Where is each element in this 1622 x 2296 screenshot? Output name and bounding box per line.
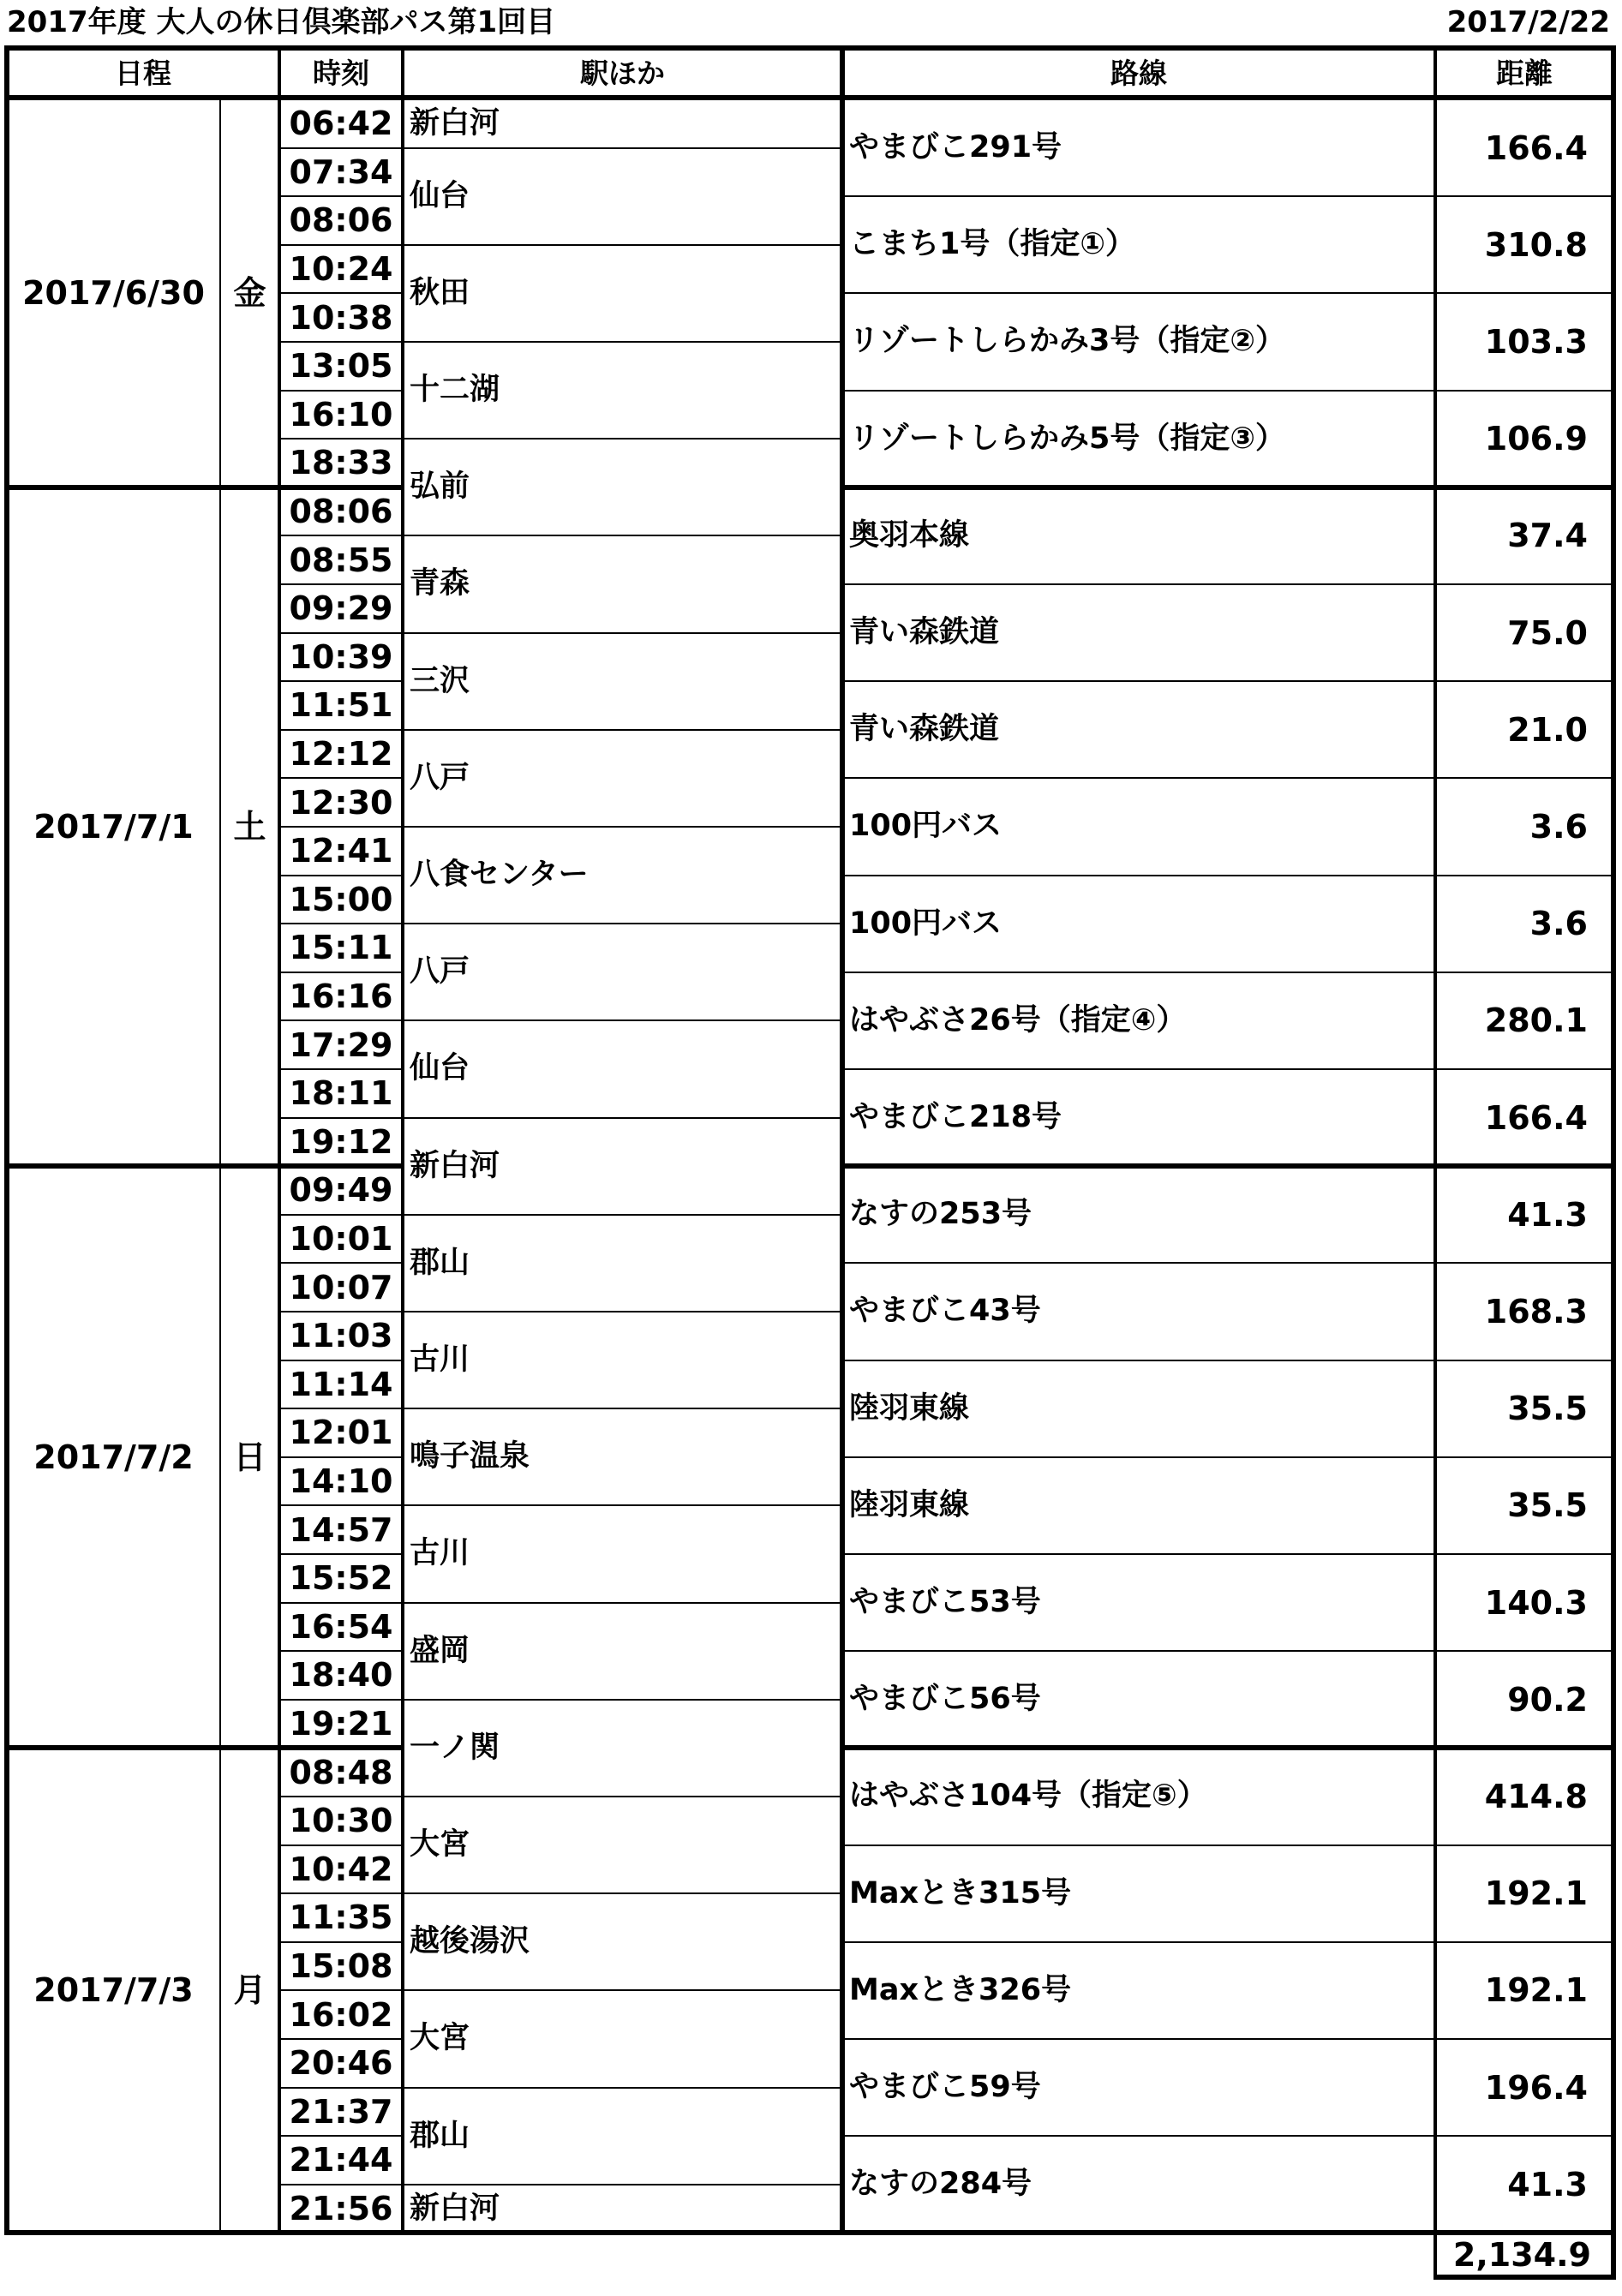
- header-separator: [7, 95, 1613, 100]
- time-cell: 21:44: [289, 2141, 393, 2179]
- route-cell: やまびこ59号: [849, 2070, 1041, 2105]
- station-cell: 盛岡: [410, 1633, 470, 1668]
- distance-cell: 37.4: [1507, 517, 1588, 555]
- time-cell: 09:49: [289, 1171, 393, 1210]
- distance-cell: 192.1: [1484, 1971, 1588, 2010]
- distance-cell: 192.1: [1484, 1874, 1588, 1913]
- distance-cell: 3.6: [1529, 905, 1588, 943]
- time-cell: 16:02: [289, 1995, 393, 2034]
- time-row-line: [279, 729, 403, 731]
- day-date: 2017/7/1: [33, 807, 194, 846]
- time-row-line: [279, 923, 403, 924]
- time-cell: 15:11: [289, 929, 393, 967]
- time-cell: 15:52: [289, 1559, 393, 1598]
- time-row-line: [279, 2038, 403, 2040]
- day-weekday: 日: [233, 1438, 266, 1476]
- route-row-line: [842, 292, 1613, 294]
- time-row-line: [279, 1214, 403, 1216]
- route-cell: はやぶさ26号（指定④）: [849, 1002, 1187, 1037]
- time-cell: 11:35: [289, 1898, 393, 1937]
- route-cell: 100円バス: [849, 809, 1003, 844]
- time-cell: 10:38: [289, 298, 393, 337]
- time-cell: 14:10: [289, 1462, 393, 1501]
- station-cell: 大宮: [410, 2021, 470, 2056]
- station-cell: 十二湖: [410, 373, 500, 408]
- time-row-line: [279, 632, 403, 634]
- time-row-line: [279, 2135, 403, 2137]
- time-cell: 19:21: [289, 1705, 393, 1743]
- distance-cell: 103.3: [1484, 322, 1588, 361]
- distance-cell: 280.1: [1484, 1002, 1588, 1040]
- station-row-line: [403, 1019, 842, 1021]
- time-cell: 10:30: [289, 1802, 393, 1840]
- time-row-line: [279, 438, 403, 439]
- distance-cell: 168.3: [1484, 1292, 1588, 1330]
- day-separator: [842, 1745, 1613, 1750]
- route-row-line: [842, 1360, 1613, 1361]
- time-row-line: [279, 1117, 403, 1119]
- time-row-line: [279, 1941, 403, 1943]
- time-row-line: [279, 1796, 403, 1797]
- distance-cell: 90.2: [1507, 1680, 1588, 1719]
- time-cell: 15:08: [289, 1947, 393, 1986]
- time-cell: 20:46: [289, 2044, 393, 2083]
- divider-station: [401, 48, 404, 2233]
- time-cell: 14:57: [289, 1510, 393, 1549]
- route-cell: 陸羽東線: [849, 1390, 970, 1426]
- distance-cell: 35.5: [1507, 1390, 1588, 1428]
- route-cell: やまびこ56号: [849, 1682, 1041, 1717]
- time-row-line: [279, 1892, 403, 1894]
- route-row-line: [842, 195, 1613, 197]
- time-cell: 11:51: [289, 686, 393, 725]
- route-row-line: [842, 390, 1613, 392]
- time-row-line: [279, 777, 403, 779]
- distance-cell: 3.6: [1529, 807, 1588, 846]
- time-row-line: [279, 1845, 403, 1846]
- station-row-line: [403, 147, 842, 149]
- time-cell: 10:39: [289, 637, 393, 676]
- time-row-line: [279, 195, 403, 197]
- day-separator: [7, 1163, 403, 1169]
- table-border-bottom: [4, 2230, 1616, 2235]
- route-cell: なすの284号: [849, 2167, 1032, 2202]
- route-row-line: [842, 680, 1613, 682]
- route-cell: 陸羽東線: [849, 1487, 970, 1522]
- station-cell: 仙台: [410, 178, 470, 213]
- day-weekday: 金: [233, 274, 266, 313]
- distance-cell: 106.9: [1484, 420, 1588, 458]
- route-row-line: [842, 972, 1613, 973]
- time-cell: 08:48: [289, 1753, 393, 1791]
- station-row-line: [403, 2184, 842, 2185]
- time-row-line: [279, 1408, 403, 1409]
- time-row-line: [279, 972, 403, 973]
- time-row-line: [279, 2087, 403, 2089]
- time-row-line: [279, 1602, 403, 1604]
- station-row-line: [403, 729, 842, 731]
- time-row-line: [279, 292, 403, 294]
- time-cell: 10:42: [289, 1850, 393, 1888]
- distance-cell: 41.3: [1507, 2165, 1588, 2203]
- day-separator: [7, 1745, 403, 1750]
- time-cell: 16:16: [289, 978, 393, 1016]
- time-cell: 11:03: [289, 1317, 393, 1355]
- column-header-schedule: 日程: [115, 56, 171, 90]
- station-cell: 弘前: [410, 469, 470, 505]
- time-cell: 11:14: [289, 1365, 393, 1403]
- divider-time: [278, 48, 281, 2233]
- station-cell: 新白河: [410, 105, 500, 141]
- time-row-line: [279, 535, 403, 536]
- station-row-line: [403, 341, 842, 343]
- route-cell: やまびこ53号: [849, 1585, 1041, 1620]
- time-cell: 19:12: [289, 1122, 393, 1161]
- time-row-line: [279, 341, 403, 343]
- column-header-time: 時刻: [313, 56, 369, 90]
- station-cell: 青森: [410, 566, 470, 601]
- day-date: 2017/7/3: [33, 1971, 194, 2010]
- time-cell: 16:54: [289, 1607, 393, 1646]
- station-cell: 八戸: [410, 954, 470, 990]
- divider-route: [840, 48, 845, 2233]
- time-cell: 18:11: [289, 1074, 393, 1113]
- time-row-line: [279, 390, 403, 392]
- total-distance: 2,134.9: [1452, 2236, 1591, 2275]
- day-separator: [842, 1163, 1613, 1169]
- time-cell: 06:42: [289, 105, 393, 143]
- station-row-line: [403, 535, 842, 536]
- route-cell: リゾートしらかみ3号（指定②）: [849, 324, 1285, 359]
- station-cell: 仙台: [410, 1051, 470, 1086]
- route-row-line: [842, 1650, 1613, 1652]
- station-cell: 秋田: [410, 275, 470, 310]
- time-row-line: [279, 680, 403, 682]
- table-border-top: [4, 45, 1616, 51]
- time-cell: 08:06: [289, 493, 393, 531]
- distance-cell: 21.0: [1507, 710, 1588, 749]
- day-weekday: 土: [233, 807, 266, 846]
- distance-cell: 35.5: [1507, 1486, 1588, 1525]
- time-row-line: [279, 1456, 403, 1458]
- station-row-line: [403, 923, 842, 924]
- time-cell: 18:33: [289, 444, 393, 482]
- station-cell: 越後湯沢: [410, 1924, 530, 1959]
- station-row-line: [403, 1796, 842, 1797]
- time-row-line: [279, 583, 403, 585]
- route-cell: 青い森鉄道: [849, 712, 1000, 747]
- station-row-line: [403, 1214, 842, 1216]
- time-row-line: [279, 1311, 403, 1312]
- document-date: 2017/2/22: [1446, 5, 1610, 39]
- station-row-line: [403, 1989, 842, 1991]
- station-row-line: [403, 1602, 842, 1604]
- time-cell: 10:01: [289, 1220, 393, 1259]
- route-cell: やまびこ291号: [849, 130, 1062, 165]
- time-row-line: [279, 1068, 403, 1070]
- station-cell: 郡山: [410, 2118, 470, 2153]
- time-row-line: [279, 2184, 403, 2185]
- route-cell: はやぶさ104号（指定⑤）: [849, 1779, 1207, 1814]
- station-cell: 八食センター: [410, 858, 589, 893]
- time-cell: 15:00: [289, 880, 393, 918]
- station-row-line: [403, 2087, 842, 2089]
- station-cell: 新白河: [410, 1148, 500, 1183]
- route-cell: こまち1号（指定①）: [849, 227, 1135, 262]
- time-row-line: [279, 1262, 403, 1264]
- time-cell: 08:55: [289, 541, 393, 579]
- station-row-line: [403, 244, 842, 246]
- column-header-distance: 距離: [1496, 56, 1553, 90]
- table-border-left: [4, 45, 9, 2235]
- route-cell: Maxとき315号: [849, 1875, 1072, 1910]
- station-cell: 新白河: [410, 2191, 500, 2226]
- route-row-line: [842, 583, 1613, 585]
- time-row-line: [279, 1989, 403, 1991]
- time-cell: 17:29: [289, 1025, 393, 1064]
- document-title: 2017年度 大人の休日倶楽部パス第1回目: [7, 5, 556, 39]
- time-cell: 12:30: [289, 783, 393, 822]
- distance-cell: 75.0: [1507, 613, 1588, 652]
- time-row-line: [279, 875, 403, 876]
- station-cell: 一ノ関: [410, 1730, 500, 1765]
- time-row-line: [279, 1360, 403, 1361]
- station-cell: 古川: [410, 1536, 470, 1571]
- time-cell: 12:12: [289, 735, 393, 774]
- day-weekday: 月: [233, 1971, 266, 2010]
- distance-cell: 140.3: [1484, 1583, 1588, 1622]
- station-cell: 郡山: [410, 1245, 470, 1280]
- divider-distance: [1433, 48, 1437, 2277]
- time-cell: 10:07: [289, 1268, 393, 1306]
- station-cell: 三沢: [410, 663, 470, 698]
- day-separator: [842, 485, 1613, 490]
- station-row-line: [403, 826, 842, 828]
- time-cell: 10:24: [289, 250, 393, 289]
- station-row-line: [403, 1311, 842, 1312]
- route-cell: Maxとき326号: [849, 1972, 1072, 2007]
- time-row-line: [279, 1699, 403, 1701]
- time-row-line: [279, 1019, 403, 1021]
- station-cell: 鳴子温泉: [410, 1439, 530, 1474]
- time-cell: 07:34: [289, 152, 393, 191]
- distance-cell: 196.4: [1484, 2068, 1588, 2107]
- time-row-line: [279, 1553, 403, 1555]
- column-header-station: 駅ほか: [580, 56, 665, 90]
- route-cell: リゾートしらかみ5号（指定③）: [849, 421, 1285, 456]
- route-row-line: [842, 1553, 1613, 1555]
- route-row-line: [842, 1845, 1613, 1846]
- time-cell: 21:56: [289, 2190, 393, 2228]
- distance-cell: 166.4: [1484, 129, 1588, 167]
- station-row-line: [403, 632, 842, 634]
- time-cell: 09:29: [289, 589, 393, 628]
- route-row-line: [842, 1941, 1613, 1943]
- station-cell: 古川: [410, 1342, 470, 1378]
- column-header-route: 路線: [1110, 56, 1167, 90]
- time-cell: 13:05: [289, 347, 393, 386]
- route-cell: やまびこ218号: [849, 1100, 1062, 1135]
- time-row-line: [279, 147, 403, 149]
- station-cell: 大宮: [410, 1827, 470, 1863]
- time-row-line: [279, 826, 403, 828]
- route-cell: 100円バス: [849, 906, 1003, 941]
- time-cell: 12:41: [289, 832, 393, 870]
- route-cell: 奥羽本線: [849, 517, 970, 553]
- station-row-line: [403, 1408, 842, 1409]
- distance-cell: 166.4: [1484, 1098, 1588, 1137]
- day-date: 2017/6/30: [22, 274, 205, 313]
- distance-cell: 41.3: [1507, 1195, 1588, 1234]
- route-row-line: [842, 2135, 1613, 2137]
- route-cell: 青い森鉄道: [849, 615, 1000, 650]
- day-separator: [7, 485, 403, 490]
- time-cell: 08:06: [289, 201, 393, 240]
- route-row-line: [842, 875, 1613, 876]
- route-row-line: [842, 2038, 1613, 2040]
- time-cell: 21:37: [289, 2092, 393, 2131]
- station-row-line: [403, 438, 842, 439]
- route-row-line: [842, 777, 1613, 779]
- station-cell: 八戸: [410, 760, 470, 795]
- time-cell: 18:40: [289, 1656, 393, 1695]
- time-row-line: [279, 1504, 403, 1506]
- station-row-line: [403, 1699, 842, 1701]
- route-cell: やまびこ43号: [849, 1294, 1041, 1329]
- route-row-line: [842, 1456, 1613, 1458]
- route-row-line: [842, 1262, 1613, 1264]
- time-row-line: [279, 1650, 403, 1652]
- distance-cell: 414.8: [1484, 1777, 1588, 1815]
- station-row-line: [403, 1117, 842, 1119]
- station-row-line: [403, 1504, 842, 1506]
- total-border-bottom: [1433, 2275, 1616, 2280]
- route-row-line: [842, 1068, 1613, 1070]
- distance-cell: 310.8: [1484, 225, 1588, 264]
- station-row-line: [403, 1892, 842, 1894]
- time-row-line: [279, 244, 403, 246]
- time-cell: 16:10: [289, 395, 393, 433]
- day-date: 2017/7/2: [33, 1438, 194, 1476]
- time-cell: 12:01: [289, 1414, 393, 1452]
- route-cell: なすの253号: [849, 1197, 1032, 1232]
